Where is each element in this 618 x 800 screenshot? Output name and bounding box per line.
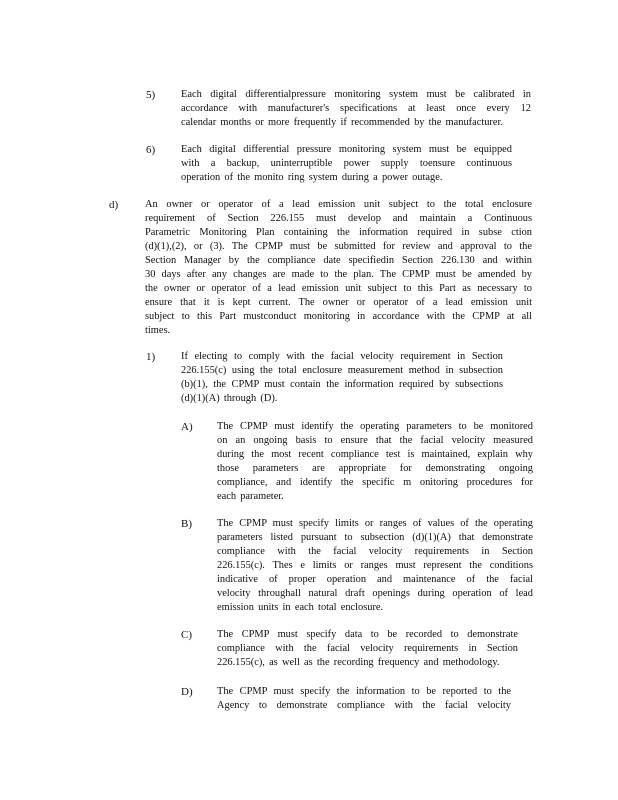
paragraph-1-text (181, 350, 503, 406)
paragraph-6-line-1: Each digital differential pressure monitoring system must be equipped (181, 144, 512, 155)
paragraph-D-label: D) (181, 686, 193, 698)
paragraph-1-line-4: (d)(1)(A) through (D). (181, 393, 278, 404)
paragraph-A-text (217, 420, 533, 504)
paragraph-6-line-3: operation of the monito ring system during a power outage. (181, 172, 443, 183)
paragraph-1-label: 1) (146, 351, 156, 363)
paragraph-B-line-7: emission units in each total enclosure. (217, 602, 384, 613)
paragraph-B-line-2: parameters listed pursuant to subsection (d)(1)(A) that demonstrate (217, 532, 533, 543)
paragraph-6-line-2: with a backup, uninterruptible power supply toensure continuous (181, 158, 512, 169)
paragraph-1-line-1: If electing to comply with the facial velocity requirement in Section (181, 351, 503, 362)
paragraph-A-label: A) (181, 421, 193, 433)
paragraph-d-label: d) (109, 199, 119, 211)
paragraph-B-text (217, 517, 533, 615)
paragraph-B-line-3: compliance with the facial velocity requirements in Section (217, 546, 533, 557)
paragraph-6-text (181, 143, 512, 185)
paragraph-d-line-3: Parametric Monitoring Plan containing the information required in subse ction (145, 227, 532, 238)
paragraph-A-line-6: each parameter. (217, 491, 284, 502)
paragraph-6-label: 6) (146, 144, 156, 156)
paragraph-C-line-3: 226.155(c), as well as the recording frequency and methodology. (217, 657, 500, 668)
paragraph-d-line-8: ensure that it is kept current. The owner or operator of a lead emission unit (145, 297, 532, 308)
paragraph-C-line-1: The CPMP must specify data to be recorded to demonstrate (217, 629, 518, 640)
paragraph-5-line-2: accordance with manufacturer's specifications at least once every 12 (181, 103, 531, 114)
paragraph-d-line-4: (d)(1),(2), or (3). The CPMP must be submitted for review and approval to the (145, 241, 532, 252)
paragraph-B-line-1: The CPMP must specify limits or ranges of values of the operating (217, 518, 533, 529)
paragraph-C-text (217, 628, 518, 670)
paragraph-d-line-5: Section Manager by the compliance date specifiedin Section 226.130 and within (145, 255, 532, 266)
paragraph-d-line-9: subject to this Part mustconduct monitoring in accordance with the CPMP at all (145, 311, 532, 322)
paragraph-d-line-7: the owner or operator of a lead emission unit subject to this Part as necessary to (145, 283, 532, 294)
paragraph-A-line-3: during the most recent compliance test is maintained, explain why (217, 449, 533, 460)
paragraph-d-text (145, 198, 532, 338)
paragraph-d-line-1: An owner or operator of a lead emission unit subject to the total enclosure (145, 199, 532, 210)
paragraph-d-line-10: times. (145, 325, 171, 336)
paragraph-A-line-5: compliance, and identify the specific m onitoring procedures for (217, 477, 533, 488)
paragraph-5-label: 5) (146, 89, 156, 101)
paragraph-5-line-3: calendar months or more frequently if recommended by the manufacturer. (181, 117, 503, 128)
paragraph-5-line-1: Each digital differentialpressure monitoring system must be calibrated in (181, 89, 531, 100)
paragraph-A-line-4: those parameters are appropriate for demonstrating ongoing (217, 463, 533, 474)
paragraph-B-line-6: velocity throughall natural draft openings during operation of lead (217, 588, 533, 599)
paragraph-5-text (181, 88, 531, 130)
paragraph-D-line-1: The CPMP must specify the information to be reported to the (217, 686, 511, 697)
paragraph-d-line-2: requirement of Section 226.155 must develop and maintain a Continuous (145, 213, 532, 224)
paragraph-B-label: B) (181, 518, 192, 530)
paragraph-B-line-5: indicative of proper operation and maintenance of the facial (217, 574, 533, 585)
paragraph-C-label: C) (181, 629, 192, 641)
paragraph-B-line-4: 226.155(c). Thes e limits or ranges must represent the conditions (217, 560, 533, 571)
paragraph-A-line-2: on an ongoing basis to ensure that the facial velocity measured (217, 435, 533, 446)
paragraph-C-line-2: compliance with the facial velocity requirements in Section (217, 643, 518, 654)
paragraph-d-line-6: 30 days after any changes are made to the plan. The CPMP must be amended by (145, 269, 532, 280)
paragraph-D-line-2: Agency to demonstrate compliance with the facial velocity (217, 700, 511, 711)
paragraph-D-text (217, 685, 511, 713)
paragraph-A-line-1: The CPMP must identify the operating parameters to be monitored (217, 421, 533, 432)
paragraph-1-line-2: 226.155(c) using the total enclosure measurement method in subsection (181, 365, 503, 376)
paragraph-1-line-3: (b)(1), the CPMP must contain the information required by subsections (181, 379, 503, 390)
